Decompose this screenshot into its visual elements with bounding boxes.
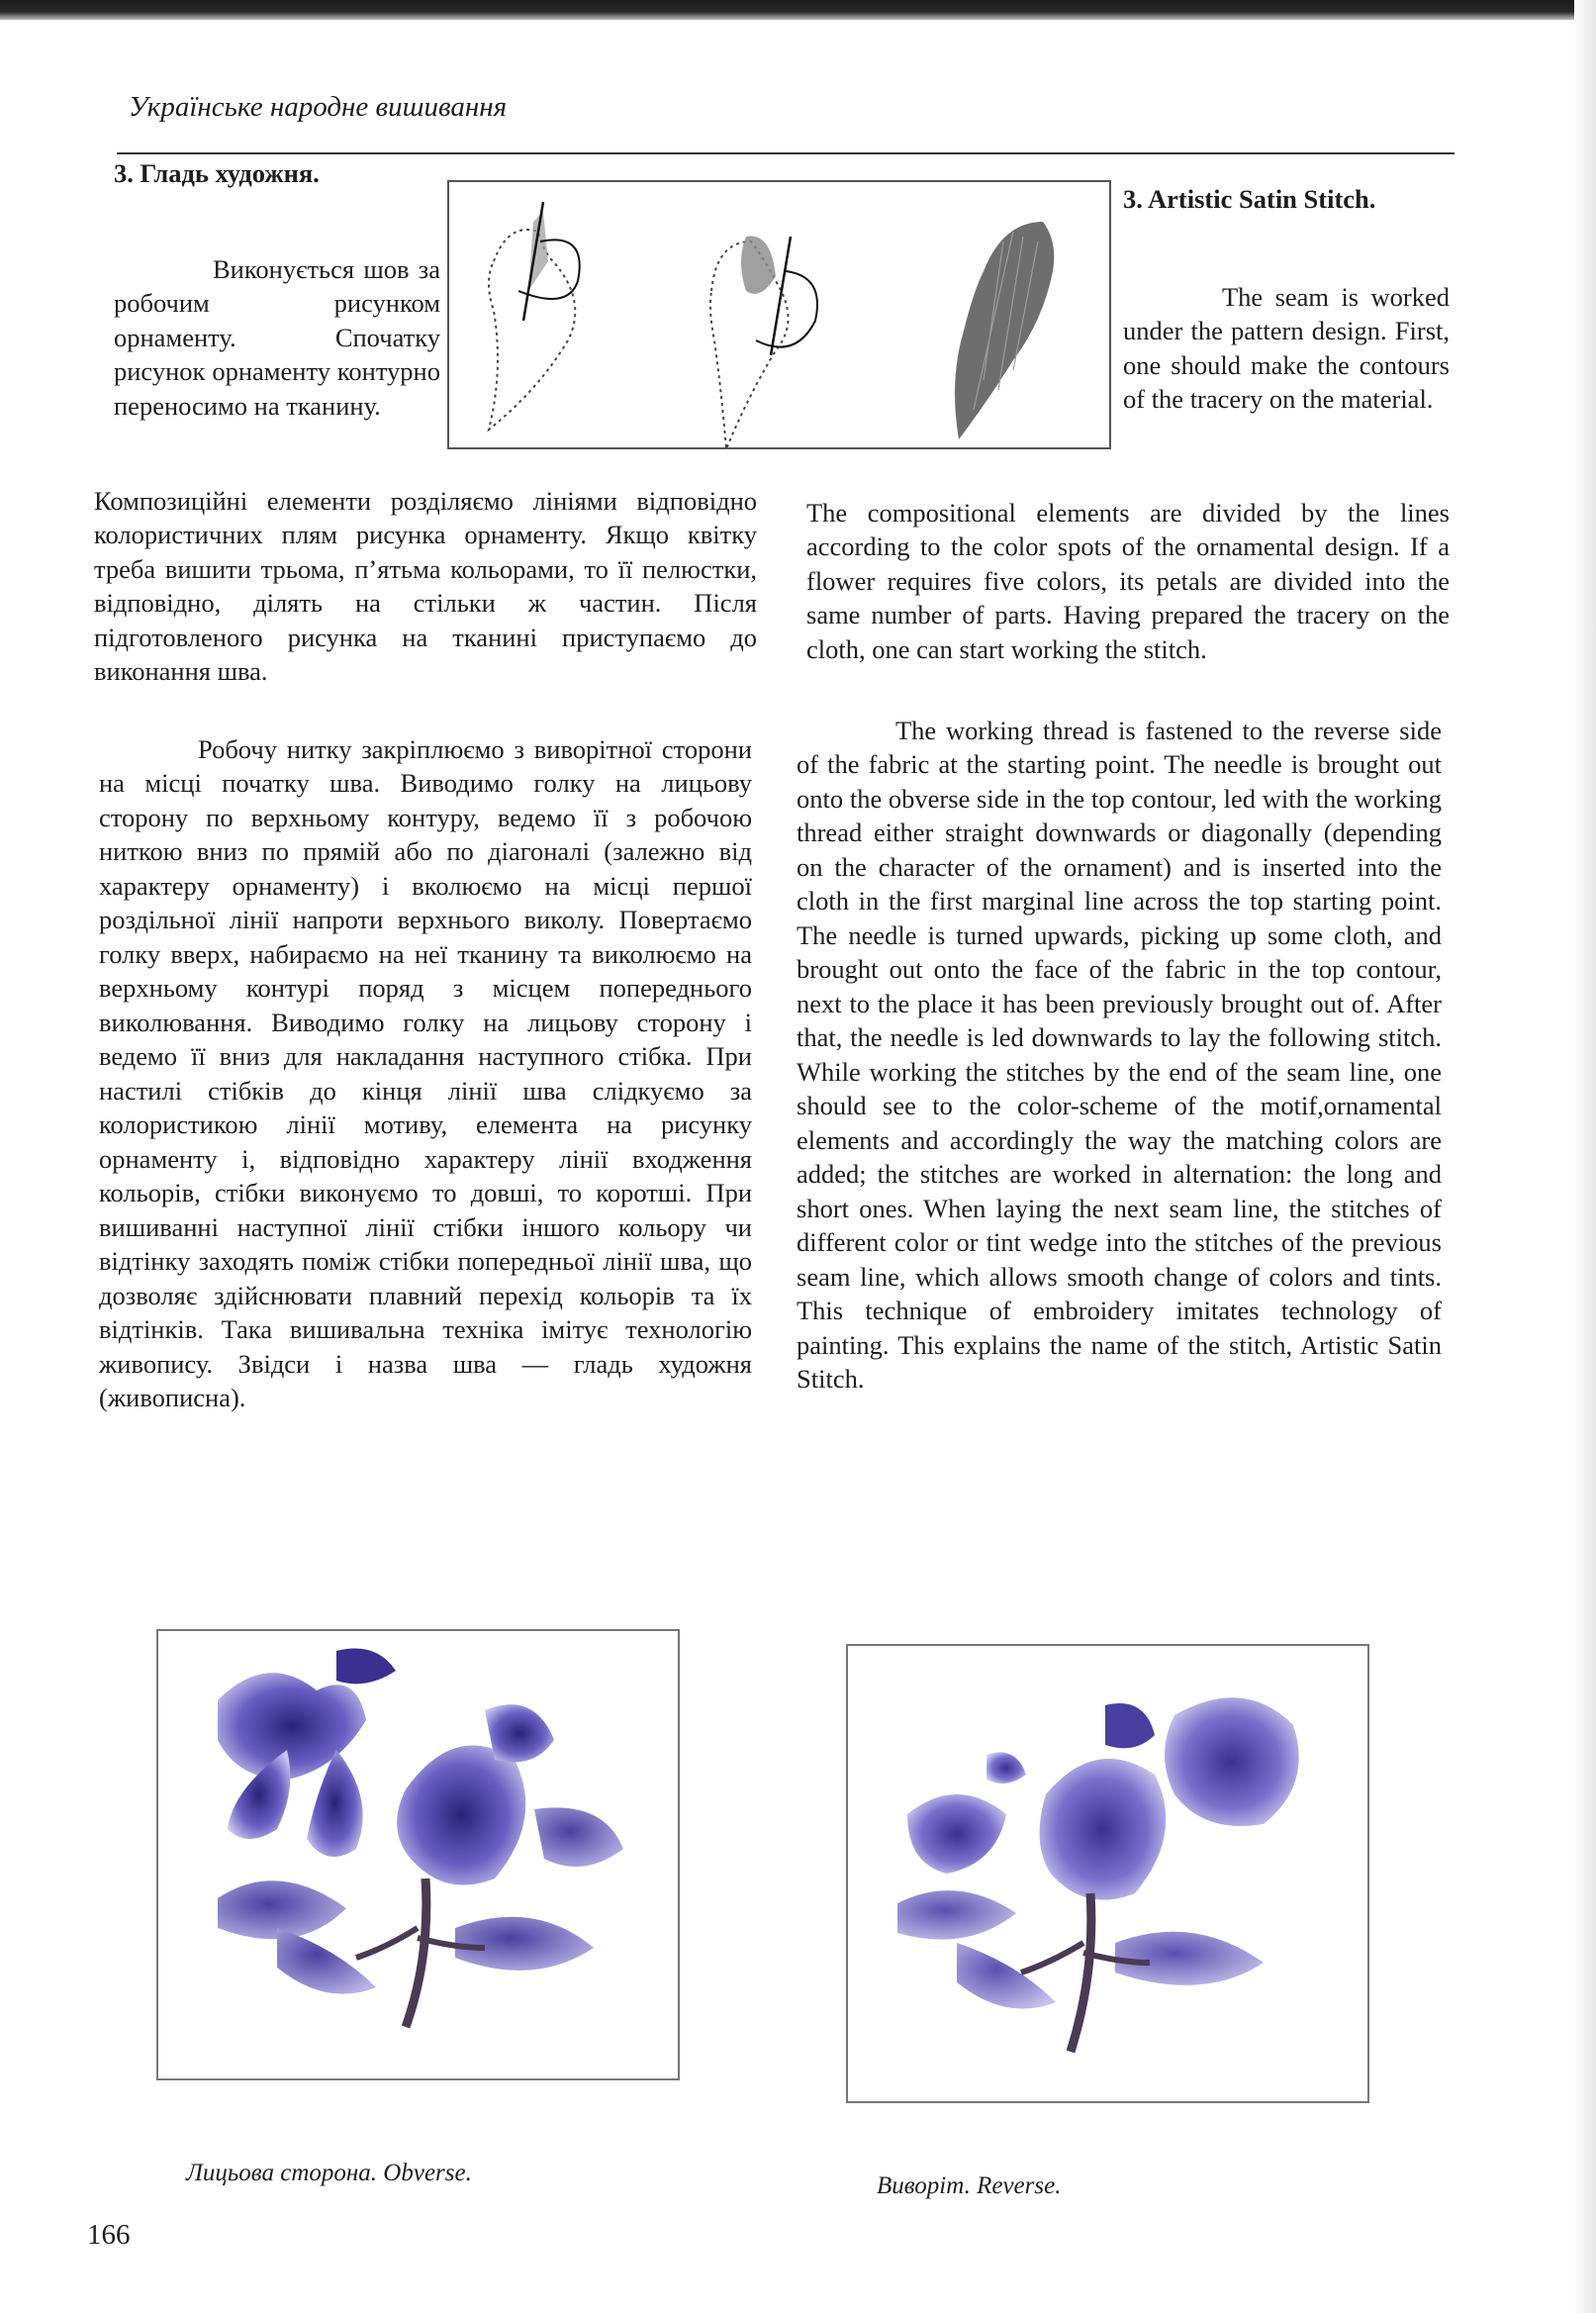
ua-section-heading xyxy=(114,156,440,191)
ua-heading-number: 3. xyxy=(114,158,134,188)
page-right-edge xyxy=(1574,0,1596,2313)
ua-paragraph-2 xyxy=(99,706,752,1441)
running-header: Українське народне вишивання xyxy=(129,91,508,123)
ua-paragraph-1-continued xyxy=(94,457,757,715)
obverse-embroidery-image xyxy=(158,1631,678,2078)
page-number: 166 xyxy=(87,2219,131,2251)
stitch-steps-figure xyxy=(449,182,1109,447)
step-1-outline xyxy=(489,202,580,430)
ua-paragraph-1-cont-text: Композиційні елементи розділяємо лініями відповідно колористичних плям рисунка орнаменту. Якщо квітку треба вишити трьома, п’ятьма кольорами, то її пелюстки, відповідно, ділять на стільки ж частин. Після підготовленого рисунка на тканині приступаємо до виконання шва. xyxy=(94,485,757,686)
ua-paragraph-1 xyxy=(114,226,440,449)
en-paragraph-1-continued xyxy=(806,469,1450,693)
en-paragraph-2-text: The working thread is fastened to the reverse side of the fabric at the starting point. The needle is brought out onto the obverse side in the top contour, led with the working thread either straight downwards or diagonally (depending on the character of the ornament) and is inserted into the cloth in the first marginal line across the top starting point. The needle is turned upwards, picking up some cloth, and brought out onto the face of the fabric in the top contour, next to the place it has been previously brought out of. After that, the needle is led downwards to lay the following stitch. While working the stitches by the end of the seam line, one should see to the color-scheme of the motif,ornamental elements and accordingly the way the matching colors are added; the stitches are worked in alternation: the long and short ones. When laying the next seam line, the stitches of different color or tint wedge into the stitches of the previous seam line, which allows smooth change of colors and tints. This technique of embroidery imitates technology of painting. This explains the name of the stitch, Artistic Satin Stitch. xyxy=(797,715,1442,1394)
embroidered-flower-reverse xyxy=(846,1644,1369,2103)
header-rule xyxy=(117,152,1455,154)
step-2-outline xyxy=(710,237,817,448)
reverse-embroidery-image xyxy=(848,1646,1367,2101)
en-paragraph-1-text: The seam is worked under the pattern design. First, one should make the contours of the tracery on the material. xyxy=(1123,281,1450,414)
caption-reverse: Виворіт. Reverse. xyxy=(877,2172,1062,2199)
caption-obverse: Лицьова сторона. Obverse. xyxy=(186,2160,472,2186)
ua-paragraph-2-text: Робочу нитку закріплюємо з виворітної сторони на місці початку шва. Виводимо голку на лицьову сторону по верхньому контуру, ведемо її з робочою ниткою вниз по прямій або по діагоналі (залежно від характеру орнаменту) і вколюємо на місці першої роздільної лінії напроти верхнього виколу. Повертаємо голку вверх, набираємо на неї тканину та виколюємо на верхньому контурі поряд з місцем попереднього виколювання. Виводимо голку на лицьову сторону і ведемо її вниз для накладання наступного стібка. При настилі стібків до кінця лінії шва слідкуємо за колористикою лінії мотиву, елемента на рисунку орнаменту і, відповідно характеру лінії входження кольорів, стібки виконуємо то довші, то коротші. При вишиванні наступної лінії стібки іншого кольору чи відтінку заходять поміж стібки попередньої лінії шва, що дозволяє здійснювати плавний перехід кольорів та їх відтінків. Така вишивальна техніка імітує технологію живопису. Звідси і назва шва — гладь художня (живописна). xyxy=(99,733,752,1412)
en-paragraph-2 xyxy=(797,687,1442,1422)
embroidered-flower-obverse xyxy=(156,1629,680,2080)
ua-heading-title: Гладь художня. xyxy=(140,158,320,188)
en-paragraph-1 xyxy=(1123,253,1450,442)
page-top-edge xyxy=(0,0,1596,20)
needle-illustration xyxy=(447,180,1111,449)
ua-paragraph-1-text: Виконується шов за робочим рисунком орнаменту. Спочатку рисунок орнаменту контурно переносимо на тканину. xyxy=(114,253,440,421)
en-heading-title: 3. Artistic Satin Stitch. xyxy=(1123,184,1376,214)
en-section-heading xyxy=(1123,182,1450,217)
step-3-filled xyxy=(955,222,1054,439)
en-paragraph-1-cont-text: The compositional elements are divided by the lines according to the color spots of the ornamental design. If a flower requires five colors, its petals are divided into the same number of parts. Having prepared the tracery on the cloth, one can start working the stitch. xyxy=(806,497,1450,664)
